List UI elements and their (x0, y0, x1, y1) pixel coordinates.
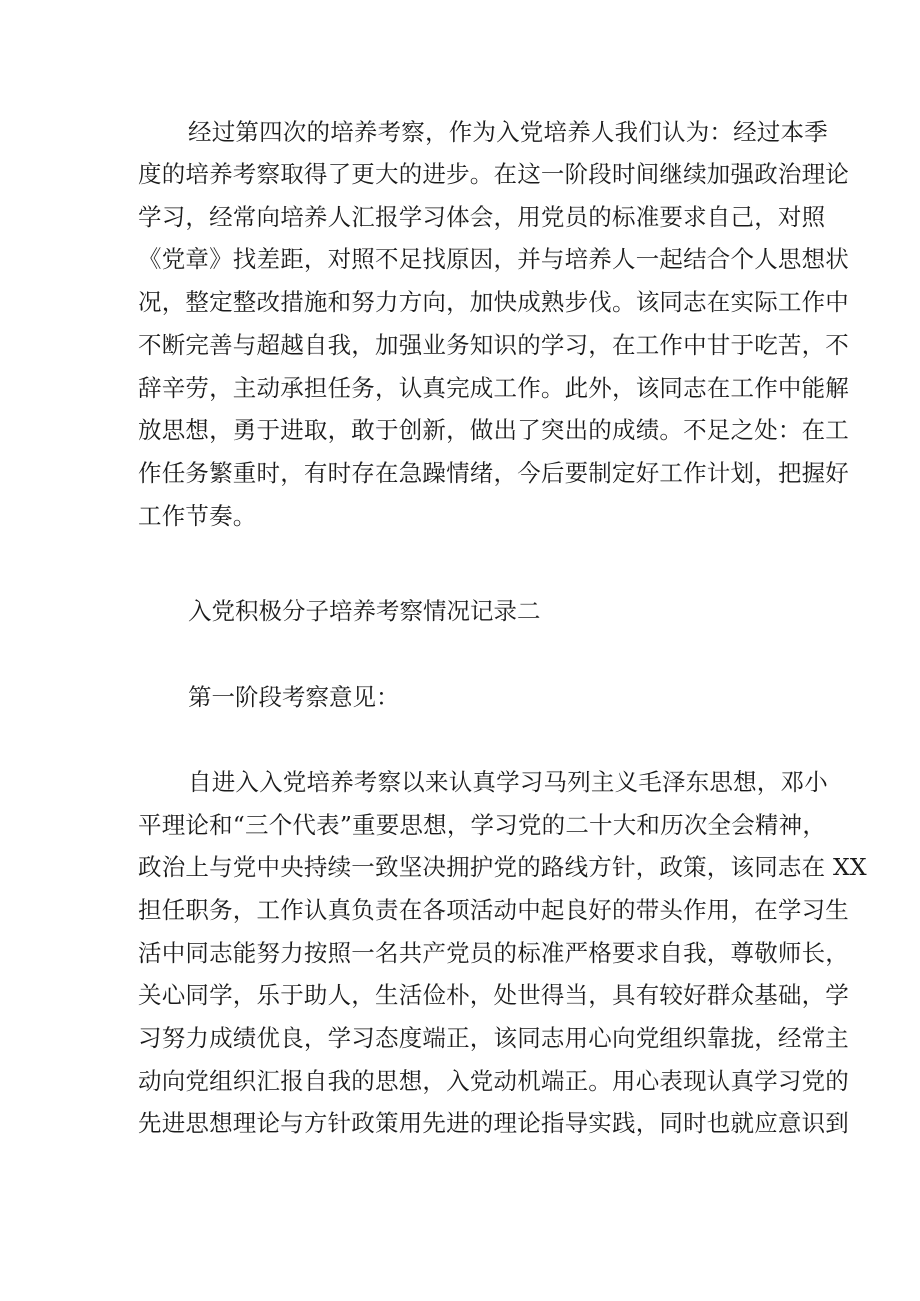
section-title: 入党积极分子培养考察情况记录二 (188, 597, 541, 625)
paragraph-line: 关心同学，乐于助人，生活俭朴，处世得当，具有较好群众基础，学 (138, 981, 849, 1009)
paragraph-line: 放思想，勇于进取，敢于创新，做出了突出的成绩。不足之处：在工 (138, 416, 849, 444)
paragraph-line: 动向党组织汇报自我的思想，入党动机端正。用心表现认真学习党的 (138, 1067, 849, 1095)
paragraph-line: 况，整定整改措施和努力方向，加快成熟步伐。该同志在实际工作中 (138, 288, 849, 316)
paragraph-line: 作任务繁重时，有时存在急躁情绪，今后要制定好工作计划，把握好 (138, 459, 849, 487)
paragraph-line: 担任职务，工作认真负责在各项活动中起良好的带头作用，在学习生 (138, 896, 849, 924)
paragraph-line: 平理论和“三个代表”重要思想，学习党的二十大和历次全会精神， (138, 811, 827, 839)
paragraph-line: 习努力成绩优良，学习态度端正，该同志用心向党组织靠拢，经常主 (138, 1024, 849, 1052)
paragraph-line: 先进思想理论与方针政策用先进的理论指导实践，同时也就应意识到 (138, 1109, 849, 1137)
paragraph-line: 学习，经常向培养人汇报学习体会，用党员的标准要求自己，对照 (138, 203, 826, 231)
paragraph-line: 工作节奏。 (138, 502, 257, 530)
paragraph-line: 《党章》找差距，对照不足找原因，并与培养人一起结合个人思想状 (138, 245, 849, 273)
paragraph-line: 政治上与党中央持续一致坚决拥护党的路线方针，政策，该同志在 XX (138, 853, 867, 881)
paragraph-line: 度的培养考察取得了更大的进步。在这一阶段时间继续加强政治理论 (138, 160, 849, 188)
paragraph-line: 经过第四次的培养考察，作为入党培养人我们认为：经过本季 (188, 118, 828, 146)
paragraph-line: 活中同志能努力按照一名共产党员的标准严格要求自我，尊敬师长， (138, 939, 849, 967)
paragraph-line: 自进入入党培养考察以来认真学习马列主义毛泽东思想，邓小 (188, 768, 828, 796)
paragraph-line: 辞辛劳，主动承担任务，认真完成工作。此外，该同志在工作中能解 (138, 374, 849, 402)
paragraph-line: 不断完善与超越自我，加强业务知识的学习，在工作中甘于吃苦，不 (138, 331, 849, 359)
stage-title: 第一阶段考察意见： (188, 683, 400, 711)
